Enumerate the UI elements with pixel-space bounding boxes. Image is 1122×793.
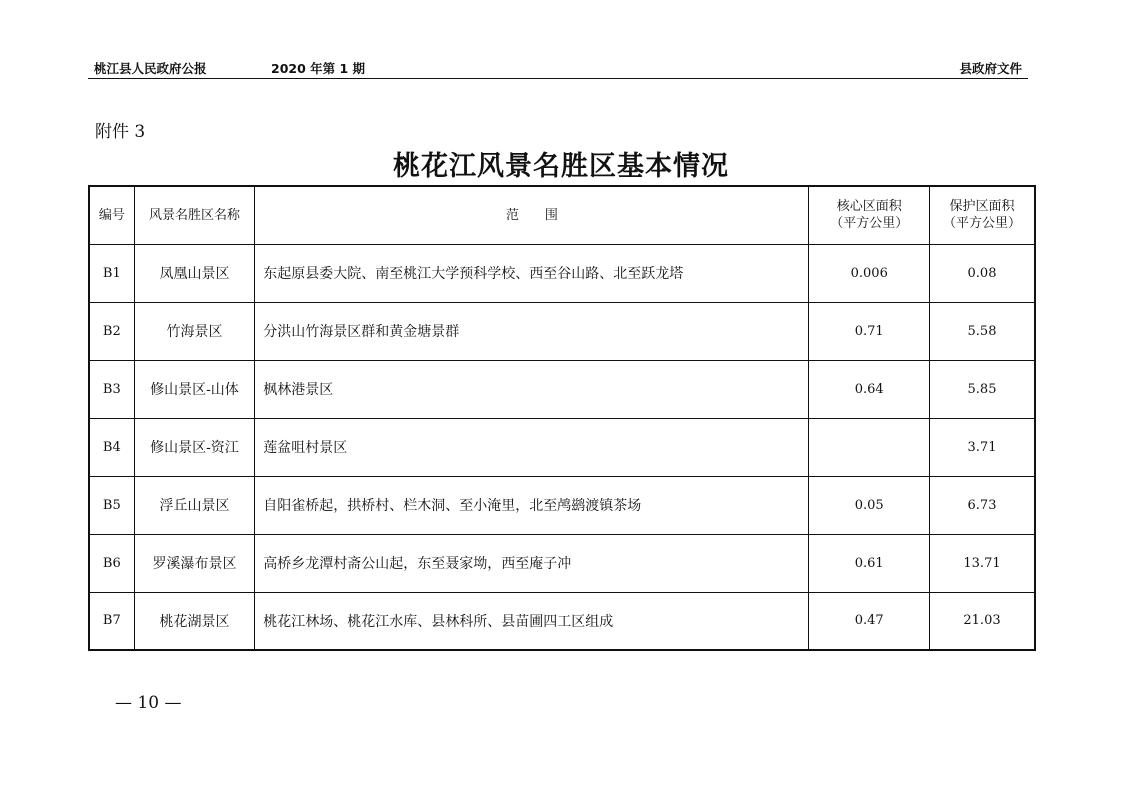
cell-range: 莲盆咀村景区 xyxy=(255,418,809,476)
cell-name: 罗溪瀑布景区 xyxy=(134,534,255,592)
table-header-row xyxy=(89,186,1035,244)
table-row xyxy=(89,360,1035,418)
header-core-area-line1: 核心区面积 xyxy=(836,199,902,215)
header-core-area xyxy=(809,186,930,244)
cell-range: 高桥乡龙潭村斋公山起，东至聂家坳，西至庵子冲 xyxy=(255,534,809,592)
cell-name: 修山景区-资江 xyxy=(134,418,255,476)
table-row xyxy=(89,592,1035,650)
header-protect-area-line2: （平方公里） xyxy=(942,216,1021,232)
header-core-area-line2: （平方公里） xyxy=(830,216,909,232)
cell-name: 修山景区-山体 xyxy=(134,360,255,418)
table-row xyxy=(89,476,1035,534)
header-protect-area xyxy=(930,186,1036,244)
page-header xyxy=(88,56,1028,79)
header-no: 编号 xyxy=(89,186,134,244)
header-name: 风景名胜区名称 xyxy=(134,186,255,244)
cell-core-area: 0.71 xyxy=(809,302,930,360)
cell-core-area: 0.05 xyxy=(809,476,930,534)
table-row xyxy=(89,418,1035,476)
cell-protect-area: 21.03 xyxy=(930,592,1036,650)
cell-no: B4 xyxy=(89,418,134,476)
cell-core-area: 0.64 xyxy=(809,360,930,418)
cell-no: B7 xyxy=(89,592,134,650)
header-range: 范 围 xyxy=(255,186,809,244)
cell-protect-area: 3.71 xyxy=(930,418,1036,476)
cell-name: 桃花湖景区 xyxy=(134,592,255,650)
cell-protect-area: 6.73 xyxy=(930,476,1036,534)
cell-range: 东起原县委大院、南至桃江大学预科学校、西至谷山路、北至跃龙塔 xyxy=(255,244,809,302)
cell-core-area: 0.47 xyxy=(809,592,930,650)
table-row xyxy=(89,244,1035,302)
cell-name: 竹海景区 xyxy=(134,302,255,360)
cell-range: 桃花江林场、桃花江水库、县林科所、县苗圃四工区组成 xyxy=(255,592,809,650)
cell-protect-area: 5.58 xyxy=(930,302,1036,360)
cell-protect-area: 13.71 xyxy=(930,534,1036,592)
cell-name: 凤凰山景区 xyxy=(134,244,255,302)
publication-name: 桃江县人民政府公报 xyxy=(94,61,207,76)
cell-no: B3 xyxy=(89,360,134,418)
cell-protect-area: 0.08 xyxy=(930,244,1036,302)
cell-range: 分洪山竹海景区群和黄金塘景群 xyxy=(255,302,809,360)
attachment-label: 附件 3 xyxy=(95,122,146,142)
issue-number: 2020 年第 1 期 xyxy=(271,61,366,76)
cell-protect-area: 5.85 xyxy=(930,360,1036,418)
cell-no: B1 xyxy=(89,244,134,302)
page-number: — 10 — xyxy=(115,693,182,713)
cell-range: 枫林港景区 xyxy=(255,360,809,418)
cell-core-area: 0.61 xyxy=(809,534,930,592)
table-row xyxy=(89,534,1035,592)
cell-range: 自阳雀桥起，拱桥村、栏木洞、至小淹里，北至鸬鹚渡镇茶场 xyxy=(255,476,809,534)
cell-core-area: 0.006 xyxy=(809,244,930,302)
page-title: 桃花江风景名胜区基本情况 xyxy=(393,151,729,182)
cell-no: B2 xyxy=(89,302,134,360)
cell-no: B5 xyxy=(89,476,134,534)
scenic-area-table xyxy=(88,185,1036,651)
cell-core-area xyxy=(809,418,930,476)
header-protect-area-line1: 保护区面积 xyxy=(949,199,1015,215)
section-name: 县政府文件 xyxy=(959,61,1022,76)
cell-name: 浮丘山景区 xyxy=(134,476,255,534)
table-row xyxy=(89,302,1035,360)
cell-no: B6 xyxy=(89,534,134,592)
